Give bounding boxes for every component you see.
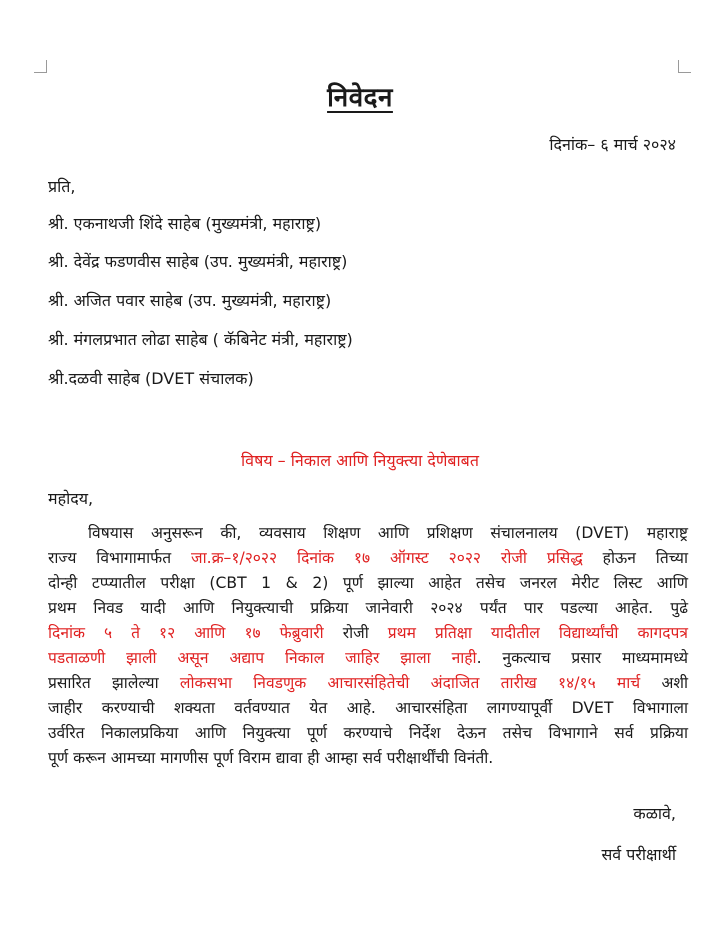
body-line-7: प्रसारित झालेल्या लोकसभा निवडणुक आचारसंहितेची अंदाजित तारीख १४/१५ मार्च अशी [48,674,689,692]
verification-dates-highlight: दिनांक ५ ते १२ आणि १७ फेब्रुवारी [48,624,324,642]
body-line-10: पूर्ण करून आमच्या मागणीस पूर्ण विराम द्यावा ही आम्हा सर्व परीक्षार्थींची विनंती. [48,749,494,767]
body-line-5: दिनांक ५ ते १२ आणि १७ फेब्रुवारी रोजी प्रथम प्रतिक्षा यादीतील विद्यार्थ्यांची कागदपत्र [48,624,688,642]
body-line-6: पडताळणी झाली असून अद्याप निकाल जाहिर झाला नाही. नुकत्याच प्रसार माध्यमामध्ये [48,649,688,667]
body-line-2: राज्य विभागामार्फत जा.क्र–१/२०२२ दिनांक १७ ऑगस्ट २०२२ रोजी प्रसिद्ध होऊन तिच्या [48,549,688,567]
closing: कळावे, [633,804,676,823]
circular-reference-highlight: जा.क्र–१/२०२२ दिनांक १७ ऑगस्ट २०२२ रोजी प्रसिद्ध [191,549,583,567]
body-line-9: उर्वरित निकालप्रकिया आणि नियुक्त्या पूर्ण करण्याचे निर्देश देऊन तसेच विभागाने सर्व प्रक्रिया [48,724,688,742]
signature: सर्व परीक्षार्थी [601,845,676,864]
code-of-conduct-date-highlight: लोकसभा निवडणुक आचारसंहितेची अंदाजित तारीख १४/१५ मार्च [179,674,641,692]
recipient-2: श्री. देवेंद्र फडणवीस साहेब (उप. मुख्यमंत्री, महाराष्ट्र) [48,252,348,271]
document-date: दिनांक– ६ मार्च २०२४ [549,135,676,154]
recipient-1: श्री. एकनाथजी शिंदे साहेब (मुख्यमंत्री, महाराष्ट्र) [48,214,322,233]
prati-label: प्रति, [48,177,76,196]
result-pending-highlight: पडताळणी झाली असून अद्याप निकाल जाहिर झाला नाही [48,649,477,667]
waitlist-verification-highlight: प्रथम प्रतिक्षा यादीतील विद्यार्थ्यांची कागदपत्र [387,624,688,642]
body-line-8: जाहीर करण्याची शक्यता वर्तवण्यात येत आहे. आचारसंहिता लागण्यापूर्वी DVET विभागाला [48,699,688,717]
recipient-5: श्री.दळवी साहेब (DVET संचालक) [48,369,254,388]
page-corner-mark-top-right [678,60,691,73]
recipient-3: श्री. अजित पवार साहेब (उप. मुख्यमंत्री, महाराष्ट्र) [48,291,332,310]
recipient-4: श्री. मंगलप्रभात लोढा साहेब ( कॅबिनेट मंत्री, महाराष्ट्र) [48,330,353,349]
page-corner-mark-top-left [34,60,47,73]
body-line-1: विषयास अनुसरून की, व्यवसाय शिक्षण आणि प्रशिक्षण संचालनालय (DVET) महाराष्ट्र [88,524,688,542]
body-paragraph [48,521,688,771]
subject-line: विषय – निकाल आणि नियुक्त्या देणेबाबत [241,451,479,470]
document-title: निवेदन [327,83,393,113]
body-line-4: प्रथम निवड यादी आणि नियुक्त्याची प्रक्रिया जानेवारी २०२४ पर्यंत पार पडल्या आहेत. पुढे [48,599,688,617]
body-line-3: दोन्ही टप्प्यातील परीक्षा (CBT 1 & 2) पूर्ण झाल्या आहेत तसेच जनरल मेरीट लिस्ट आणि [48,574,688,592]
salutation: महोदय, [48,489,94,508]
